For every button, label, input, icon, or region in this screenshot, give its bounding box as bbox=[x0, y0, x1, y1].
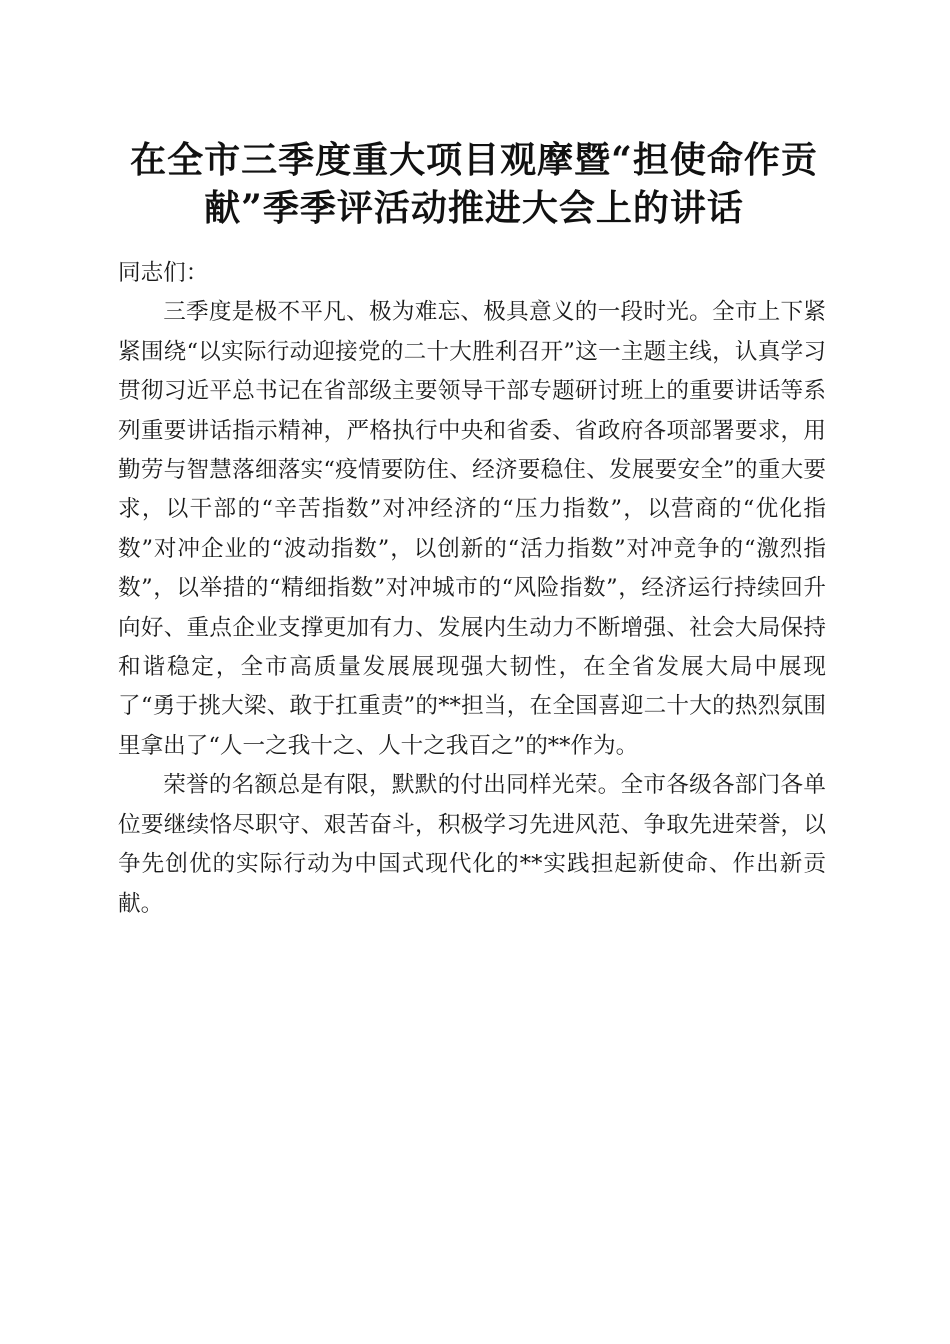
document-body bbox=[118, 254, 826, 924]
paragraph-1: 三季度是极不平凡、极为难忘、极具意义的一段时光。全市上下紧紧围绕“以实际行动迎接党的二十大胜利召开”这一主题主线，认真学习贯彻习近平总书记在省部级主要领导干部专题研讨班上的重要讲话等系列重要讲话指示精神，严格执行中央和省委、省政府各项部署要求，用勤劳与智慧落细落实“疫情要防住、经济要稳住、发展要安全”的重大要求，以干部的“辛苦指数”对冲经济的“压力指数”，以营商的“优化指数”对冲企业的“波动指数”，以创新的“活力指数”对冲竞争的“激烈指数”，以举措的“精细指数”对冲城市的“风险指数”，经济运行持续回升向好、重点企业支撑更加有力、发展内生动力不断增强、社会大局保持和谐稳定，全市高质量发展展现强大韧性，在全省发展大局中展现了“勇于挑大梁、敢于扛重责”的**担当，在全国喜迎二十大的热烈氛围里拿出了“人一之我十之、人十之我百之”的**作为。 bbox=[118, 299, 826, 759]
salutation: 同志们： bbox=[118, 260, 209, 286]
document-title: 在全市三季度重大项目观摩暨“担使命作贡献”季季评活动推进大会上的讲话 bbox=[130, 139, 818, 229]
paragraph-2: 荣誉的名额总是有限，默默的付出同样光荣。全市各级各部门各单位要继续恪尽职守、艰苦奋斗，积极学习先进风范、争取先进荣誉，以争先创优的实际行动为中国式现代化的**实践担起新使命、作出新贡献。 bbox=[118, 772, 826, 917]
